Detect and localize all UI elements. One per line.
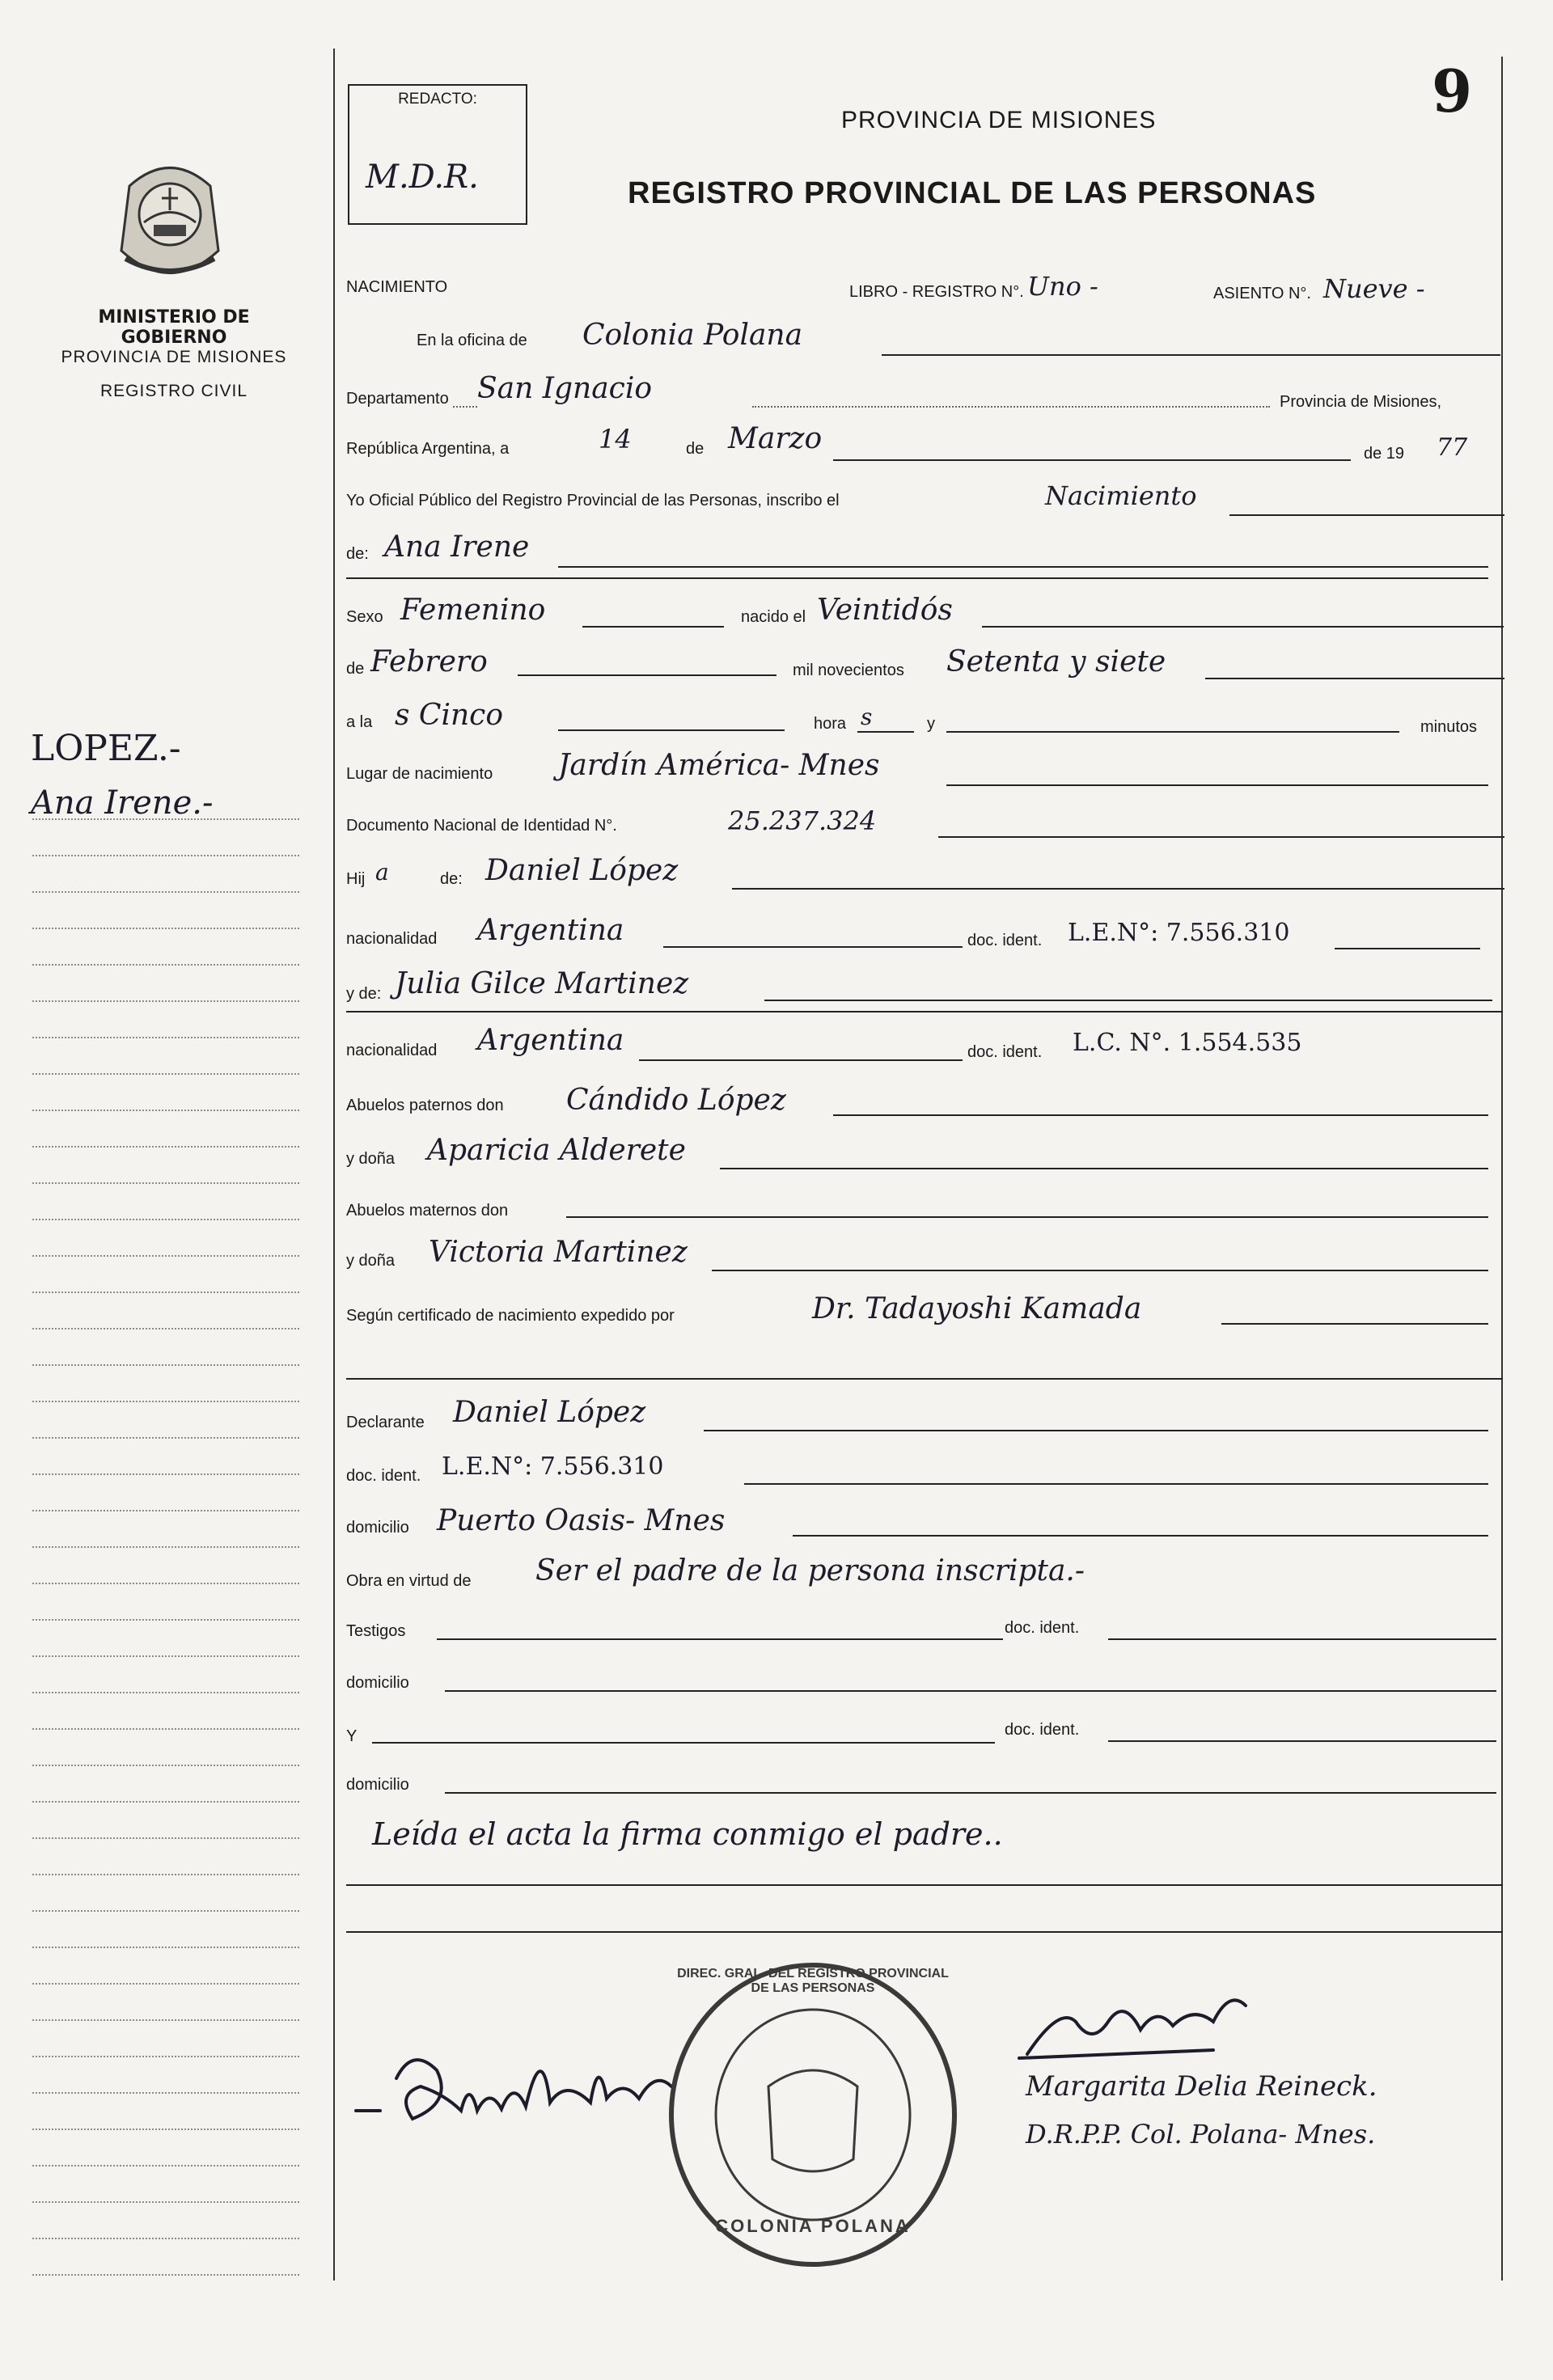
domicilio-label: domicilio <box>346 1519 409 1537</box>
margin-dotted-line <box>32 1510 299 1511</box>
abm-label: Abuelos maternos don <box>346 1202 509 1220</box>
margin-dotted-line <box>32 1801 299 1803</box>
margin-dotted-line <box>32 1401 299 1402</box>
margin-dotted-line <box>32 818 299 820</box>
name-value: Ana Irene <box>384 531 530 564</box>
mil-value: Setenta y siete <box>946 645 1166 678</box>
dni-label: Documento Nacional de Identidad N°. <box>346 817 617 835</box>
day-value: 14 <box>599 424 632 454</box>
doc2-label: doc. ident. <box>967 1043 1043 1061</box>
redacto-initials: M.D.R. <box>366 159 479 196</box>
closing-note: Leída el acta la firma conmigo el padre.. <box>372 1816 1003 1852</box>
margin-dotted-line <box>32 1000 299 1002</box>
cert-label: Según certificado de nacimiento expedido por <box>346 1307 675 1325</box>
provincia-label: Provincia de Misiones, <box>1280 393 1442 411</box>
ministry-registry: REGISTRO CIVIL <box>99 382 248 400</box>
page-number: 9 <box>1432 57 1473 125</box>
nacido-label: nacido el <box>741 608 806 626</box>
doc1-value: L.E.N°: 7.556.310 <box>1068 919 1290 947</box>
margin-dotted-line <box>32 1437 299 1439</box>
yde-label: y de: <box>346 985 382 1003</box>
left-column-divider <box>333 49 335 2281</box>
margin-surname: LOPEZ.- <box>31 728 181 769</box>
registrar-title: D.R.P.P. Col. Polana- Mnes. <box>1026 2119 1376 2150</box>
nacido-value: Veintidós <box>817 594 953 627</box>
obra-value: Ser el padre de la persona inscripta.- <box>535 1554 1085 1587</box>
cert-value: Dr. Tadayoshi Kamada <box>812 1292 1142 1325</box>
decl-doc-label: doc. ident. <box>346 1467 421 1485</box>
republica-label: República Argentina, a <box>346 440 510 458</box>
margin-dotted-line <box>32 1110 299 1111</box>
margin-dotted-line <box>32 855 299 856</box>
minutos-label: minutos <box>1420 718 1478 736</box>
nac2-value: Argentina <box>477 1024 624 1057</box>
lugar-value: Jardín América- Mnes <box>558 749 880 782</box>
hora-value: s <box>861 704 873 730</box>
de-month-label: de <box>346 660 365 678</box>
margin-dotted-line <box>32 1219 299 1220</box>
registrar-name: Margarita Delia Reineck. <box>1026 2070 1377 2103</box>
sexo-label: Sexo <box>346 608 383 626</box>
y2-label: Y <box>346 1727 358 1745</box>
province-seal <box>105 154 235 291</box>
margin-dotted-line <box>32 1947 299 1948</box>
de-name-label: de: <box>346 545 369 563</box>
lugar-label: Lugar de nacimiento <box>346 765 493 783</box>
margin-dotted-line <box>32 2274 299 2276</box>
registry-title: REGISTRO PROVINCIAL DE LAS PERSONAS <box>628 176 1317 210</box>
margin-dotted-line <box>32 2165 299 2167</box>
margin-dotted-line <box>32 1765 299 1766</box>
redacto-box <box>348 84 527 225</box>
domicilio2-label: domicilio <box>346 1674 409 1692</box>
asiento-value: Nueve - <box>1323 273 1425 304</box>
margin-dotted-line <box>32 1837 299 1839</box>
declarant-signature <box>348 2022 688 2151</box>
hij-label: Hij <box>346 870 366 888</box>
abp-value: Cándido López <box>566 1084 786 1117</box>
asiento-label: ASIENTO N°. <box>1213 285 1311 302</box>
margin-dotted-line <box>32 1728 299 1730</box>
nac1-label: nacionalidad <box>346 930 438 948</box>
sexo-value: Femenino <box>400 594 546 627</box>
right-border <box>1501 57 1503 2281</box>
margin-dotted-line <box>32 1874 299 1875</box>
testigos-doc-label: doc. ident. <box>1005 1619 1080 1637</box>
margin-dotted-line <box>32 2092 299 2094</box>
departamento-value: San Ignacio <box>477 372 653 405</box>
mother-value: Julia Gilce Martinez <box>395 967 689 1000</box>
hora-label: hora <box>814 715 847 733</box>
margin-given-name: Ana Irene.- <box>31 784 214 822</box>
margin-dotted-line <box>32 928 299 929</box>
de-label: de <box>686 440 705 458</box>
oficina-value: Colonia Polana <box>582 319 803 352</box>
record-type-label: NACIMIENTO <box>346 278 448 296</box>
margin-dotted-line <box>32 1291 299 1293</box>
month-value: Marzo <box>728 422 823 455</box>
ydona1-value: Aparicia Alderete <box>427 1134 686 1167</box>
abp-label: Abuelos paternos don <box>346 1097 504 1114</box>
hij-value: a <box>375 859 389 886</box>
nac1-value: Argentina <box>477 914 624 947</box>
margin-dotted-line <box>32 1692 299 1693</box>
libro-label: LIBRO - REGISTRO N°. <box>849 283 1024 301</box>
margin-dotted-line <box>32 2056 299 2057</box>
departamento-label: Departamento <box>346 390 449 408</box>
domicilio3-label: domicilio <box>346 1776 409 1794</box>
margin-dotted-line <box>32 1910 299 1912</box>
oficina-label: En la oficina de <box>417 332 527 349</box>
birth-month-value: Febrero <box>370 645 488 678</box>
alas-value: s Cinco <box>395 699 503 732</box>
margin-dotted-line <box>32 1473 299 1475</box>
ministry-name: MINISTERIO DE GOBIERNO <box>98 307 250 348</box>
domicilio-value: Puerto Oasis- Mnes <box>437 1504 726 1537</box>
margin-dotted-line <box>32 1146 299 1148</box>
margin-dotted-line <box>32 2238 299 2239</box>
dni-value: 25.237.324 <box>728 805 877 836</box>
margin-dotted-line <box>32 891 299 893</box>
year-label: de 19 <box>1364 445 1405 463</box>
margin-dotted-line <box>32 1583 299 1584</box>
province-heading: PROVINCIA DE MISIONES <box>841 107 1157 133</box>
declarante-label: Declarante <box>346 1414 425 1431</box>
libro-value: Uno - <box>1027 271 1098 302</box>
margin-dotted-line <box>32 1255 299 1257</box>
redacto-label: REDACTO: <box>398 91 477 108</box>
y-label: y <box>927 715 935 733</box>
oficial-label: Yo Oficial Público del Registro Provincial de las Personas, inscribo el <box>346 492 840 509</box>
ydona2-label: y doña <box>346 1252 396 1270</box>
registrar-signature <box>1011 1973 1270 2062</box>
decl-doc-value: L.E.N°: 7.556.310 <box>442 1452 664 1481</box>
stamp-inner-text: COLONIA POLANA <box>715 2216 911 2236</box>
doc2-value: L.C. N°. 1.554.535 <box>1073 1029 1302 1057</box>
margin-dotted-line <box>32 1364 299 1366</box>
nac2-label: nacionalidad <box>346 1042 438 1059</box>
ydona1-label: y doña <box>346 1150 396 1168</box>
margin-dotted-line <box>32 1182 299 1184</box>
obra-label: Obra en virtud de <box>346 1572 472 1590</box>
margin-dotted-line <box>32 1546 299 1548</box>
year-value: 77 <box>1437 433 1468 462</box>
margin-dotted-line <box>32 1655 299 1657</box>
declarante-value: Daniel López <box>453 1396 646 1429</box>
de-father-label: de: <box>440 870 463 888</box>
ministry-province: PROVINCIA DE MISIONES <box>61 348 287 366</box>
margin-dotted-line <box>32 1073 299 1075</box>
margin-dotted-line <box>32 2019 299 2021</box>
margin-dotted-line <box>32 1619 299 1621</box>
margin-dotted-line <box>32 1037 299 1038</box>
margin-dotted-line <box>32 2201 299 2203</box>
official-stamp <box>663 1957 963 2272</box>
testigos-label: Testigos <box>346 1622 406 1640</box>
margin-dotted-line <box>32 1328 299 1330</box>
margin-dotted-line <box>32 1983 299 1985</box>
oficial-value: Nacimiento <box>1045 480 1197 511</box>
stamp-outer-text: DIREC. GRAL. DEL REGISTRO PROVINCIAL DE LAS PERSONAS <box>677 1967 949 1995</box>
doc1-label: doc. ident. <box>967 932 1043 949</box>
mil-label: mil novecientos <box>793 662 904 679</box>
father-value: Daniel López <box>485 854 679 887</box>
alas-label: a la <box>346 713 373 731</box>
ydona2-value: Victoria Martinez <box>429 1236 688 1269</box>
doc3-label: doc. ident. <box>1005 1721 1080 1739</box>
margin-dotted-line <box>32 2128 299 2130</box>
margin-dotted-line <box>32 964 299 966</box>
